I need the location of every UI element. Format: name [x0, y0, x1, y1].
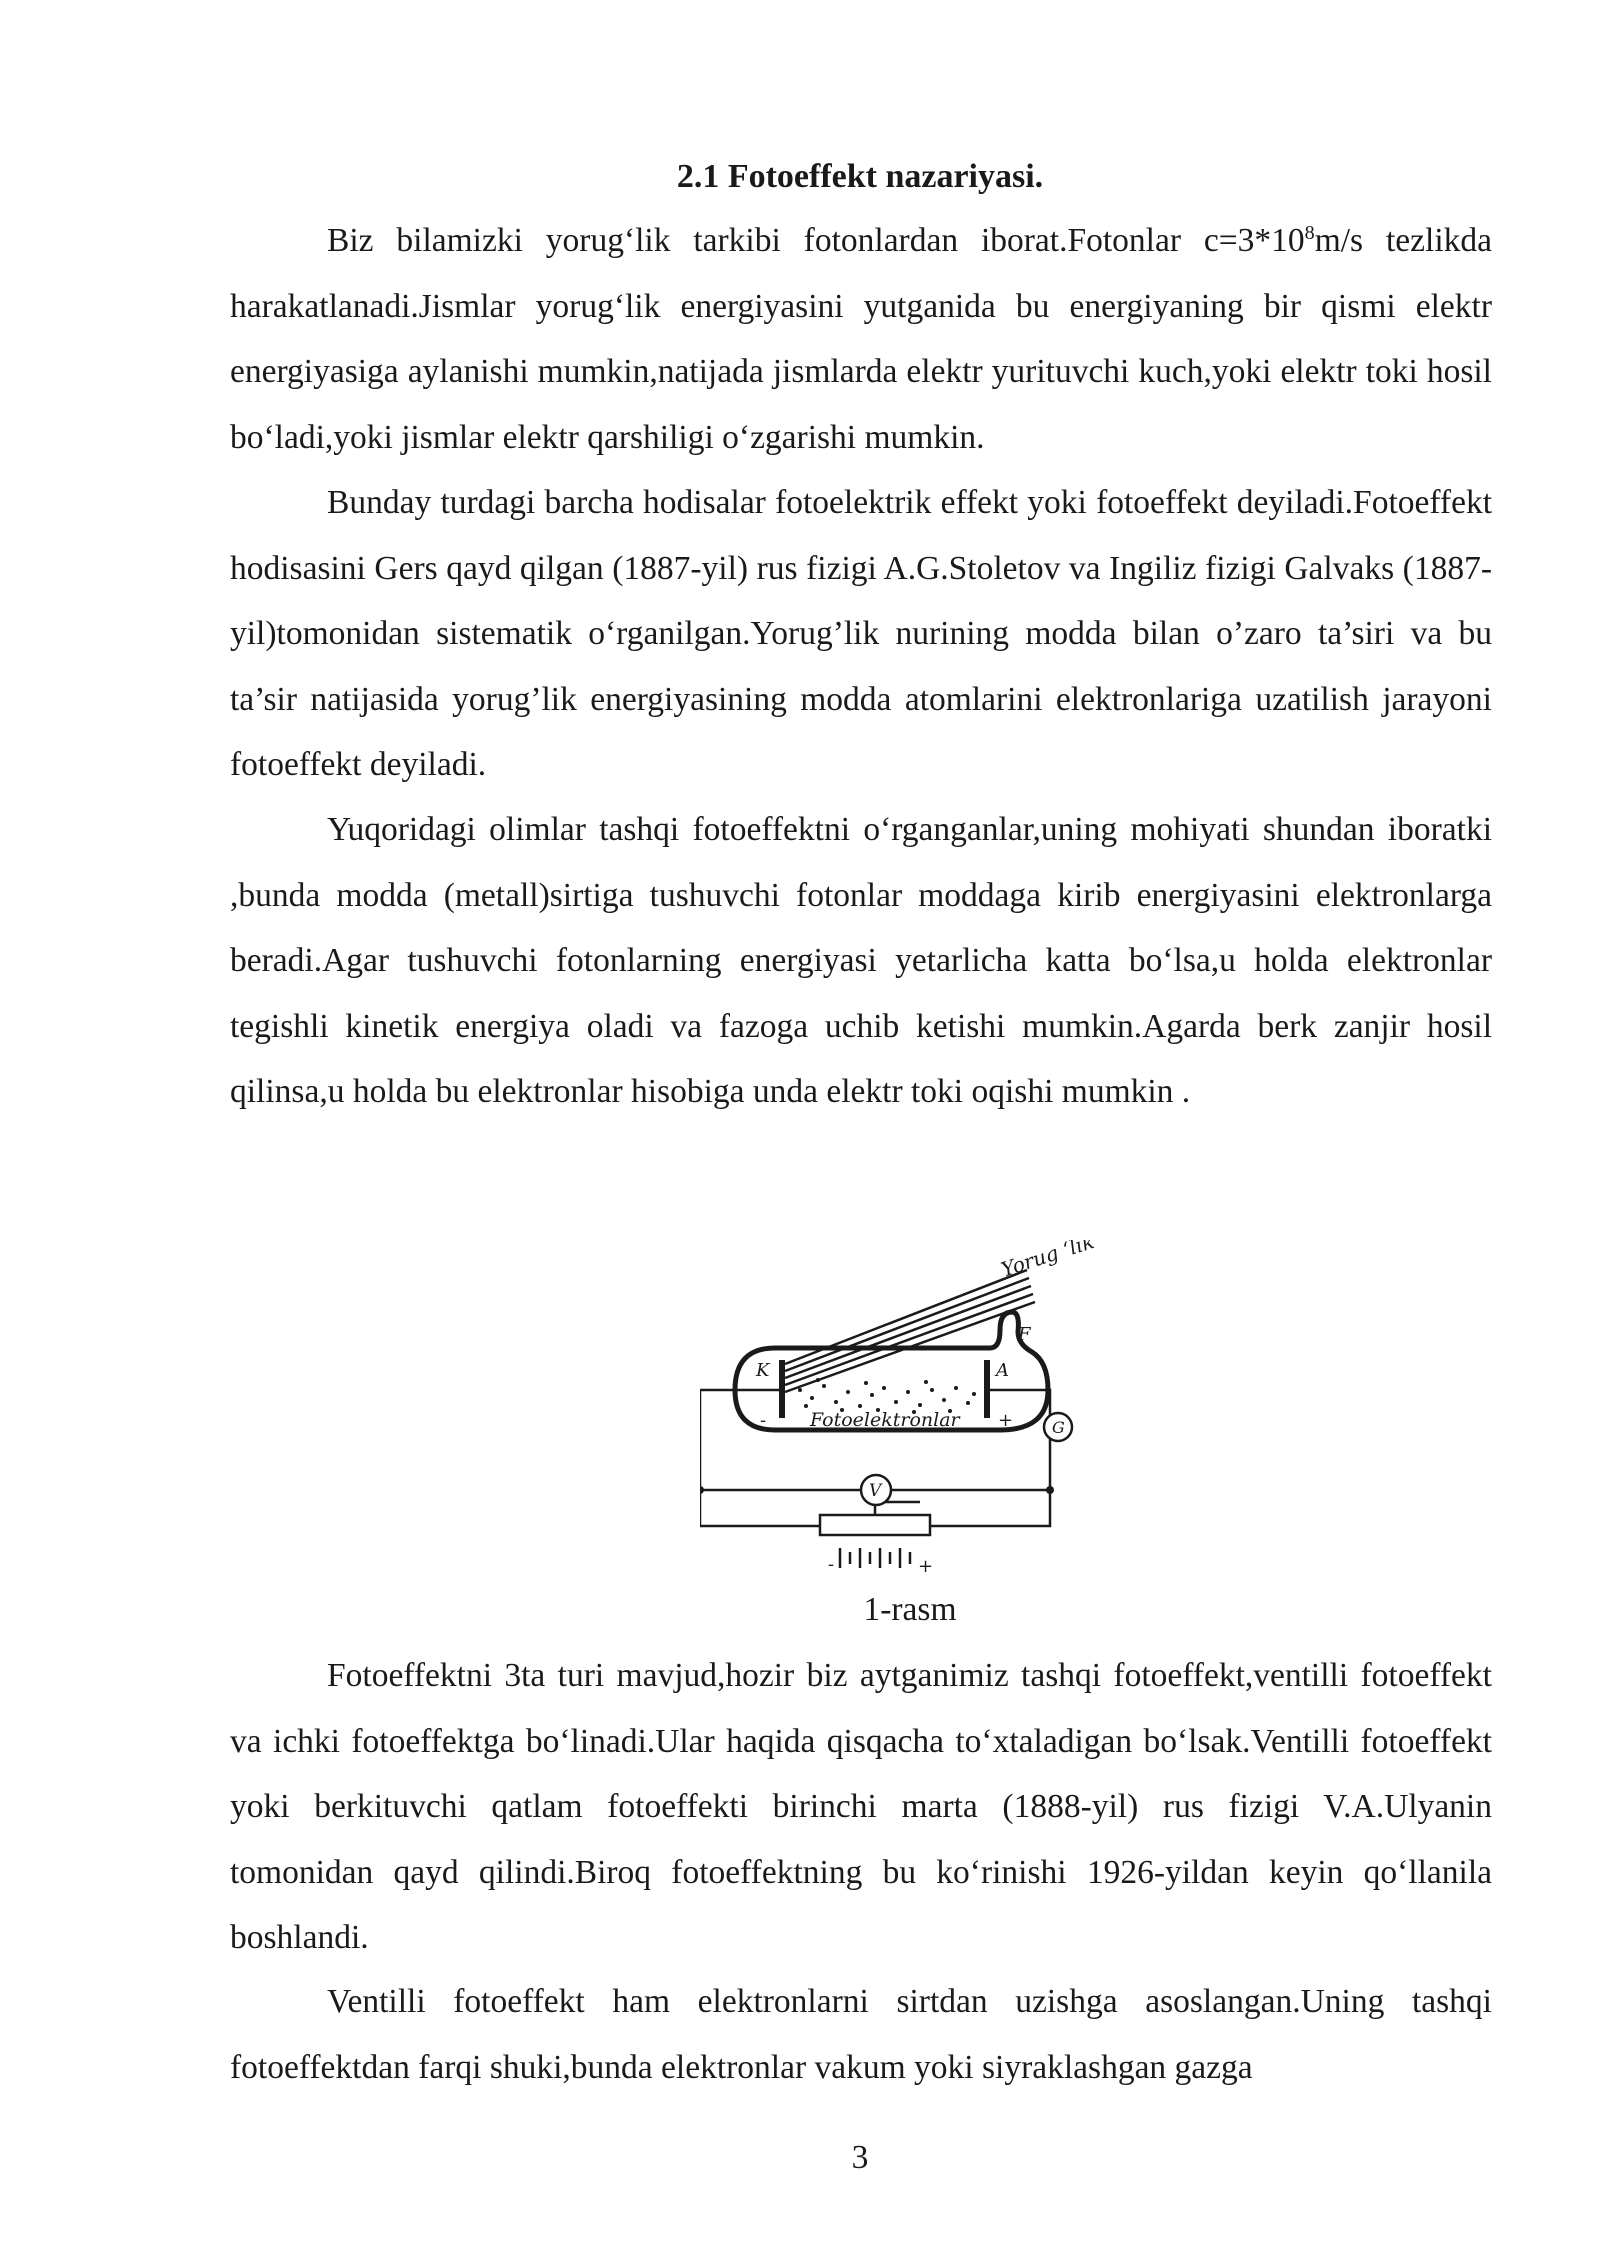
label-light: Yorug ‘lik — [998, 1240, 1098, 1282]
battery-cells — [840, 1548, 910, 1568]
paragraph-2: Bunday turdagi barcha hodisalar fotoelektrik effekt yoki fotoeffekt deyiladi.Fotoeffekt hodisasini Gers qayd qilgan (1887-yil) rus fizigi A.G.Stoletov va Ingiliz fizigi Galvaks (1887-yil)tomonidan sistematik o‘rganilgan.Yorug’lik nurining modda bilan o’zaro ta’siri va bu ta’sir natijasida yorug’lik energiyasining modda atomlarini elektronlariga uzatilish jarayoni fotoeffekt deyiladi. — [230, 484, 1492, 783]
section-title: 2.1 Fotoeffekt nazariyasi. — [676, 158, 1044, 195]
label-a: A — [996, 1360, 1009, 1381]
label-minus-k: - — [760, 1410, 767, 1431]
label-battery-minus: - — [828, 1554, 835, 1575]
paragraph-3: Yuqoridagi olimlar tashqi fotoeffektni o‘rganganlar,uning mohiyati shundan iboratki ,bunda modda (metall)sirtiga tushuvchi fotonlar moddaga kirib energiyasini elektronlarga beradi.Agar tushuvchi fotonlarning energiyasi yetarlicha katta bo‘lsa,u holda elektronlar tegishli kinetik energiya oladi va fazoga uchib ketishi mumkin.Agarda berk zanjir hosil qilinsa,u holda bu elektronlar hisobiga unda elektr toki oqishi mumkin . — [230, 811, 1492, 1110]
paragraph-5: Ventilli fotoeffekt ham elektronlarni sirtdan uzishga asoslangan.Uning tashqi fotoeffektdan farqi shuki,bunda elektronlar vakum yoki siyraklashgan gazga — [230, 1983, 1492, 2086]
label-plus-a: + — [998, 1410, 1014, 1431]
label-f: F — [1018, 1324, 1031, 1345]
label-k: K — [756, 1360, 770, 1381]
label-v: V — [869, 1481, 882, 1501]
junction-dot-right — [1046, 1486, 1054, 1494]
paragraph-1-text-b: m/s tezlikda harakatlanadi.Jismlar yorug‘lik energiyasini yutganida bu energiyaning bir qismi elektr energiyasiga aylanishi mumkin,natijada jismlarda elektr yurituvchi kuch,yoki elektr toki hosil bo‘ladi,yoki jismlar elektr qarshiligi o‘zgarishi mumkin. — [230, 222, 1492, 456]
exponent: 8 — [1304, 221, 1315, 244]
label-battery-plus: + — [918, 1556, 934, 1575]
paragraph-4: Fotoeffektni 3ta turi mavjud,hozir biz aytganimiz tashqi fotoeffekt,ventilli fotoeffekt va ichki fotoeffektga bo‘linadi.Ular haqida qisqacha to‘xtaladigan bo‘lsak.Ventilli fotoeffekt yoki berkituvchi qatlam fotoeffekti birinchi marta (1888-yil) rus fizigi V.A.Ulyanin tomonidan qayd qilindi.Biroq fotoeffektning bu ko‘rinishi 1926-yildan keyin qo‘llanila boshlandi. — [230, 1657, 1492, 1956]
photoeffect-diagram-svg — [700, 1240, 1120, 1575]
junction-dot-left — [700, 1486, 704, 1494]
figure-caption: 1-rasm — [863, 1591, 957, 1628]
photoeffect-diagram — [700, 1240, 1120, 1575]
page-number: 3 — [851, 2139, 869, 2176]
label-photoelectrons: Fotoelektronlar — [810, 1409, 960, 1431]
paragraph-1-text-a: Biz bilamizki yorug‘lik tarkibi fotonlardan iborat.Fotonlar c=3*10 — [327, 222, 1305, 259]
paragraph-1 — [230, 208, 1492, 470]
label-g: G — [1052, 1418, 1065, 1437]
